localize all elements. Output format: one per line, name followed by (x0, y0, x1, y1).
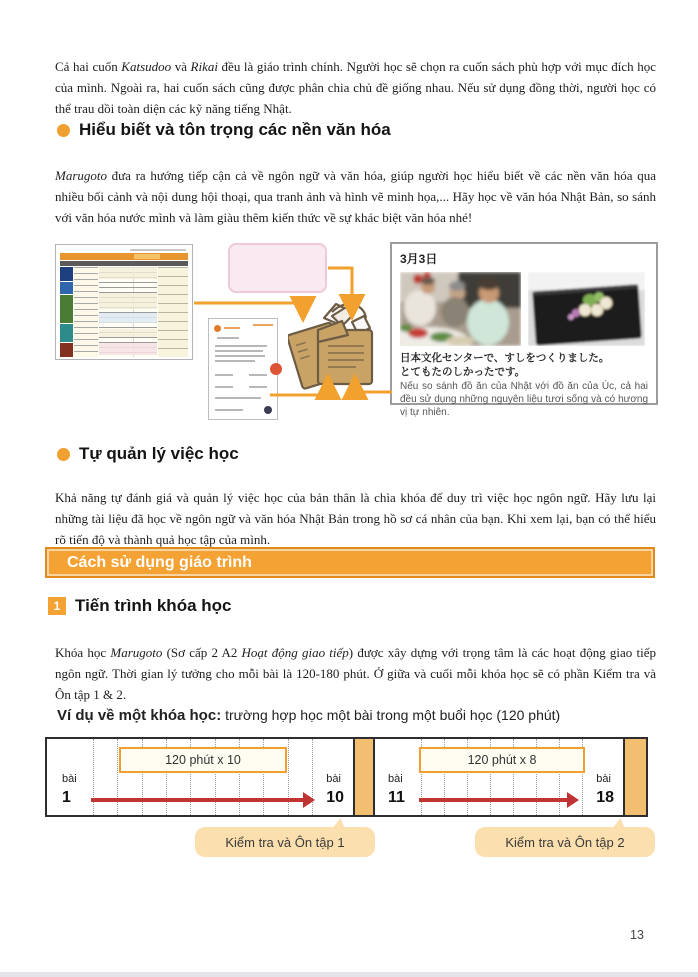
usage-banner-label: Cách sử dụng giáo trình (67, 553, 252, 571)
arrow-diary-to-folder (355, 388, 392, 392)
intro-text: Cả hai cuốn (55, 59, 122, 74)
duration-box-1: 120 phút x 10 (119, 747, 287, 773)
orange-bullet-icon (57, 124, 70, 137)
red-arrow-line-2 (419, 798, 567, 802)
arrow-table-to-folder (194, 303, 303, 308)
diagram-segment-lessons-11-18 (375, 739, 623, 815)
page-bottom-edge (0, 972, 698, 977)
usage-banner (45, 547, 655, 578)
course-example-line: Ví dụ về một khóa học: trường hợp học một bài trong một buổi học (120 phút) (57, 707, 561, 724)
diary-japanese-line2: とてもたのしかったです。 (400, 366, 526, 378)
lesson-end-label-2: bài 18 (596, 773, 614, 806)
red-arrow-line-1 (91, 798, 303, 802)
callout-tail (612, 816, 630, 832)
culture-paragraph: Marugoto đưa ra hướng tiếp cận cả về ngôn ngữ và văn hóa, giúp người học hiểu biết về các nền văn hóa qua nhiều bối cảnh và nội dung hội thoại, qua tranh ảnh và hình vẽ minh họa,... Hãy học về văn hóa Nhật Bản, so sánh với văn hóa nước mình và làm giàu thêm kiến thức về sự khác biệt văn hóa nhé! (55, 168, 656, 225)
review-callout-1 (195, 827, 375, 857)
orange-bullet-icon (57, 448, 70, 461)
callout-tail (332, 816, 350, 832)
selfmanage-section-heading (57, 444, 239, 464)
course-name-italic: Hoạt động giao tiếp (241, 645, 349, 660)
arrow-pinkbox-to-folder (328, 268, 352, 306)
book-title-marugoto: Marugoto (55, 168, 107, 183)
arrow-worksheet-to-folder (270, 388, 328, 395)
course-example-label: Ví dụ về một khóa học: (57, 707, 222, 724)
figure-connector-arrows (0, 240, 698, 435)
diary-japanese-line1: 日本文化センターで、すしをつくりました。 (400, 352, 610, 364)
red-arrow-head-2 (567, 792, 579, 808)
book-title-katsudoo: Katsudoo (121, 59, 172, 74)
number-badge: 1 (48, 597, 66, 615)
review-strip-2 (623, 739, 646, 815)
review-strip-1 (353, 739, 375, 815)
course-timeline-diagram (45, 737, 648, 817)
selfmanage-paragraph: Khả năng tự đánh giá và quản lý việc học của bản thân là chìa khóa để duy trì việc học ngôn ngữ. Hãy lưu lại những tài liệu đã học về ngôn ngữ và văn hóa Nhật Bản trong hồ sơ cá nhân của bạn. Khi xem lại, bạn có thể hiểu rõ tiến độ và thành quả học tập của mình. (55, 490, 656, 547)
culture-figure (0, 240, 698, 435)
subsection-1-label: Tiến trình khóa học (75, 596, 232, 615)
red-arrow-head-1 (303, 792, 315, 808)
lesson-end-label-1: bài 10 (326, 773, 344, 806)
diary-date: 3月3日 (400, 252, 438, 266)
duration-box-2: 120 phút x 8 (419, 747, 585, 773)
review-callout-1-label: Kiểm tra và Ôn tập 1 (225, 834, 345, 850)
page-number: 13 (630, 928, 644, 942)
lesson-start-label-1: bài 1 (62, 773, 77, 806)
book-title-marugoto: Marugoto (110, 645, 163, 660)
review-callout-2 (475, 827, 655, 857)
diagram-segment-lessons-1-10 (47, 739, 353, 815)
diary-vietnamese-note: Nếu so sánh đồ ăn của Nhật với đồ ăn của Úc, cả hai đều sử dụng những nguyên liệu tươi sống và có hương vị tự nhiên. (400, 381, 648, 418)
intro-paragraph: Cả hai cuốn Katsudoo và Rikai đều là giáo trình chính. Người học sẽ chọn ra cuốn sách phù hợp với mục đích học của mình. Ngoài ra, hai cuốn sách cũng được phân chia chủ đề giống nhau. Nếu sử dụng đồng thời, người học có thể trau dồi toàn diện các kỹ năng tiếng Nhật. (55, 59, 657, 116)
usage-paragraph: Khóa học Marugoto (Sơ cấp 2 A2 Hoạt động giao tiếp) được xây dựng với trọng tâm là các hoạt động giao tiếp ngôn ngữ. Thời gian lý tưởng cho mỗi bài là 120-180 phút. Ở giữa và cuối mỗi khóa học sẽ có phần Kiểm tra và Ôn tập 1 & 2. (55, 645, 656, 702)
culture-heading-label: Hiểu biết và tôn trọng các nền văn hóa (79, 120, 391, 139)
culture-section-heading (57, 120, 391, 140)
subsection-1-heading (48, 596, 231, 616)
lesson-start-label-2: bài 11 (388, 773, 405, 806)
review-callout-2-label: Kiểm tra và Ôn tập 2 (505, 834, 625, 850)
selfmanage-heading-label: Tự quản lý việc học (79, 444, 239, 463)
book-title-rikai: Rikai (190, 59, 218, 74)
